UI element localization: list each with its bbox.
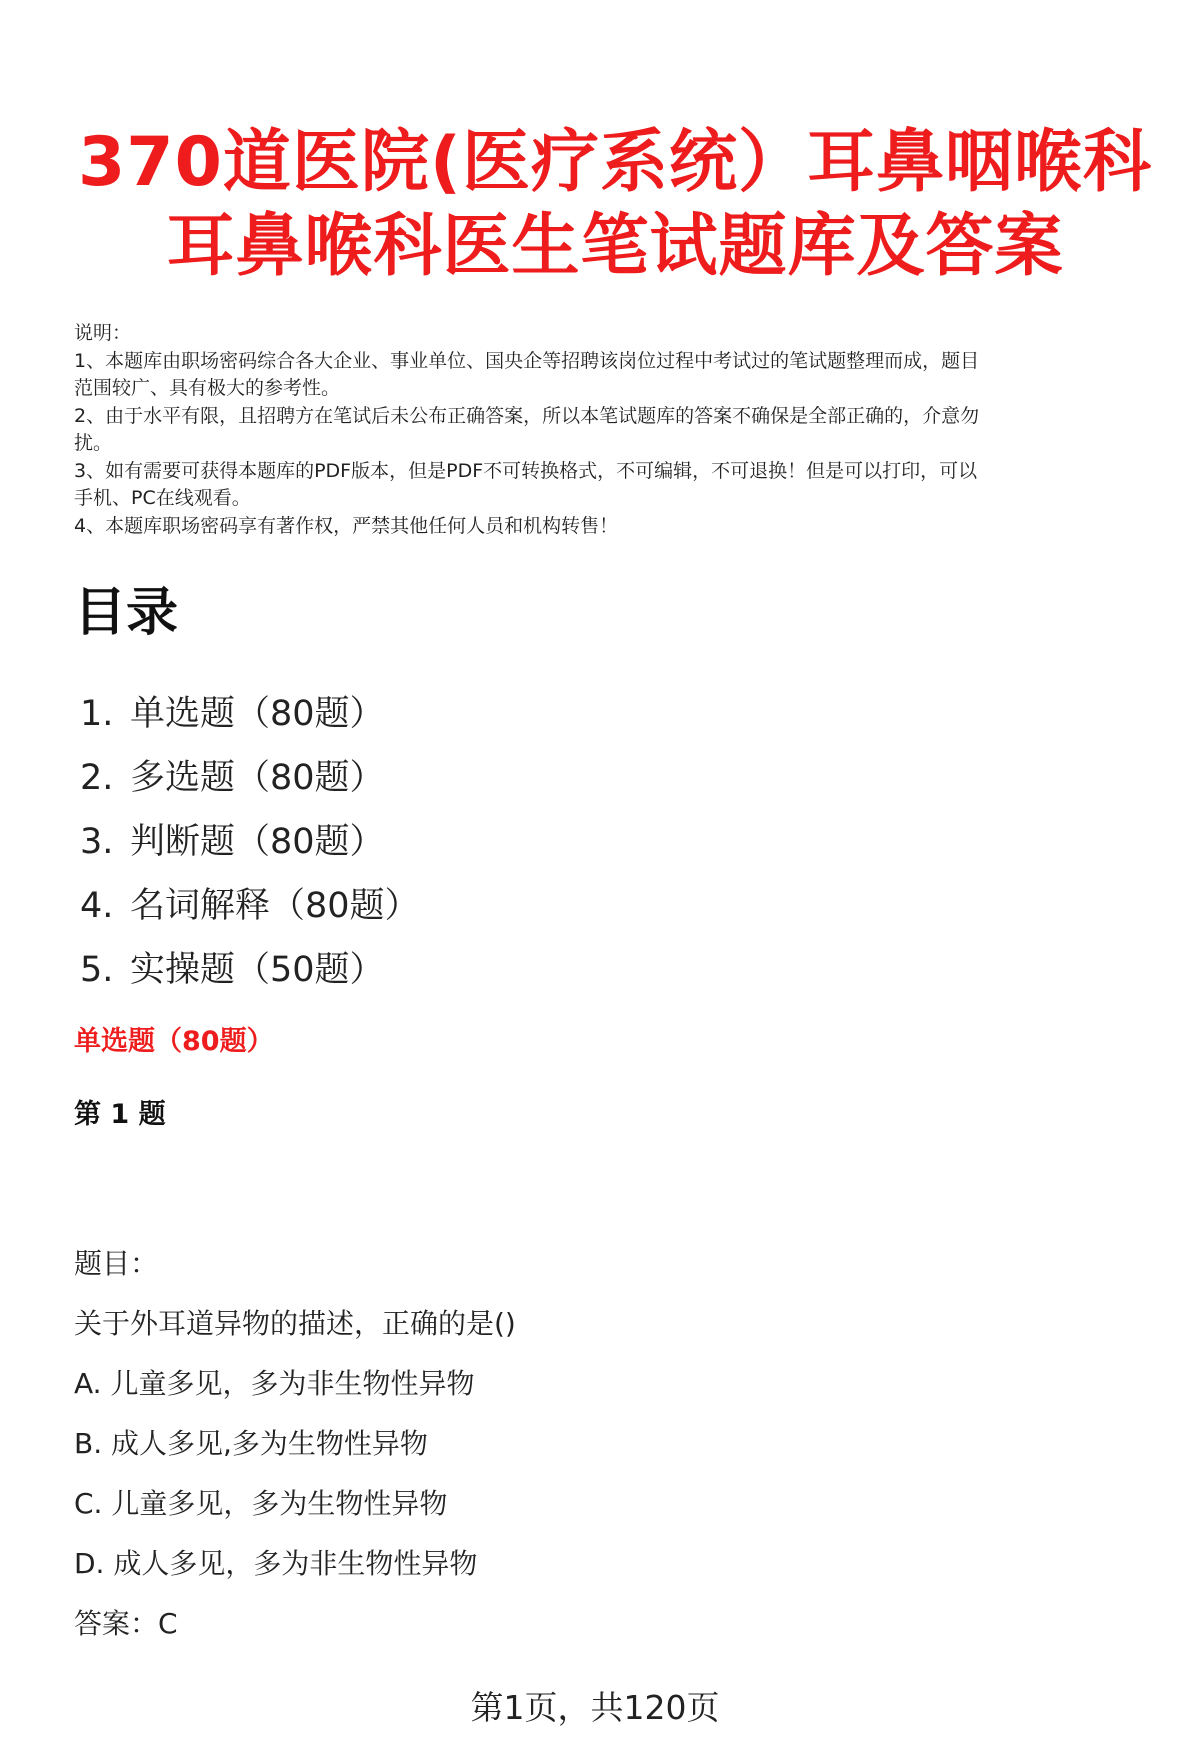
document-title-line-2: 耳鼻喉科医生笔试题库及答案 (166, 207, 1064, 286)
toc-item-number: 1. (80, 694, 114, 734)
section-title: 单选题（80题） (74, 1026, 274, 1057)
toc-item-number: 3. (80, 822, 114, 862)
toc-item[interactable] (80, 750, 420, 814)
question-answer: 答案：C (74, 1607, 178, 1640)
question-text: 关于外耳道异物的描述，正确的是() (74, 1307, 516, 1340)
notes-line: 范围较广、具有极大的参考性。 (74, 377, 341, 399)
table-of-contents (80, 686, 420, 1006)
toc-item-label: 名词解释（80题） (130, 886, 420, 926)
notes-line: 4、本题库职场密码享有著作权，严禁其他任何人员和机构转售！ (74, 514, 619, 537)
toc-item-label: 单选题（80题） (130, 694, 385, 734)
question-block (74, 1244, 516, 1664)
toc-item[interactable] (80, 686, 420, 750)
question-option: B. 成人多见,多为生物性异物 (74, 1427, 428, 1460)
notes-heading: 说明： (74, 322, 132, 344)
notes-line: 扰。 (74, 432, 113, 454)
question-option: A. 儿童多见，多为非生物性异物 (74, 1367, 475, 1400)
page-footer: 第1页，共120页 (470, 1688, 720, 1727)
toc-item-number: 2. (80, 758, 114, 798)
notes-line: 2、由于水平有限，且招聘方在笔试后未公布正确答案，所以本笔试题库的答案不确保是全部正确的，介意勿 (74, 404, 980, 427)
notes-block (74, 320, 1154, 540)
question-number: 第 1 题 (74, 1099, 166, 1130)
notes-line: 手机、PC在线观看。 (74, 487, 251, 509)
notes-line: 3、如有需要可获得本题库的PDF版本，但是PDF不可转换格式，不可编辑，不可退换！但是可以打印，可以 (74, 459, 978, 482)
toc-item[interactable] (80, 942, 420, 1006)
toc-item[interactable] (80, 878, 420, 942)
toc-heading: 目录 (74, 583, 179, 643)
toc-item-label: 多选题（80题） (130, 758, 385, 798)
toc-item-label: 实操题（50题） (130, 950, 385, 990)
toc-item[interactable] (80, 814, 420, 878)
notes-line: 1、本题库由职场密码综合各大企业、事业单位、国央企等招聘该岗位过程中考试过的笔试题整理而成，题目 (74, 349, 980, 372)
question-prompt-label: 题目： (74, 1247, 159, 1280)
toc-item-number: 4. (80, 886, 114, 926)
document-title-line-1: 370道医院(医疗系统）耳鼻咽喉科 (77, 123, 1153, 202)
toc-item-number: 5. (80, 950, 114, 990)
toc-item-label: 判断题（80题） (130, 822, 385, 862)
question-option: D. 成人多见，多为非生物性异物 (74, 1547, 478, 1580)
question-option: C. 儿童多见，多为生物性异物 (74, 1487, 448, 1520)
